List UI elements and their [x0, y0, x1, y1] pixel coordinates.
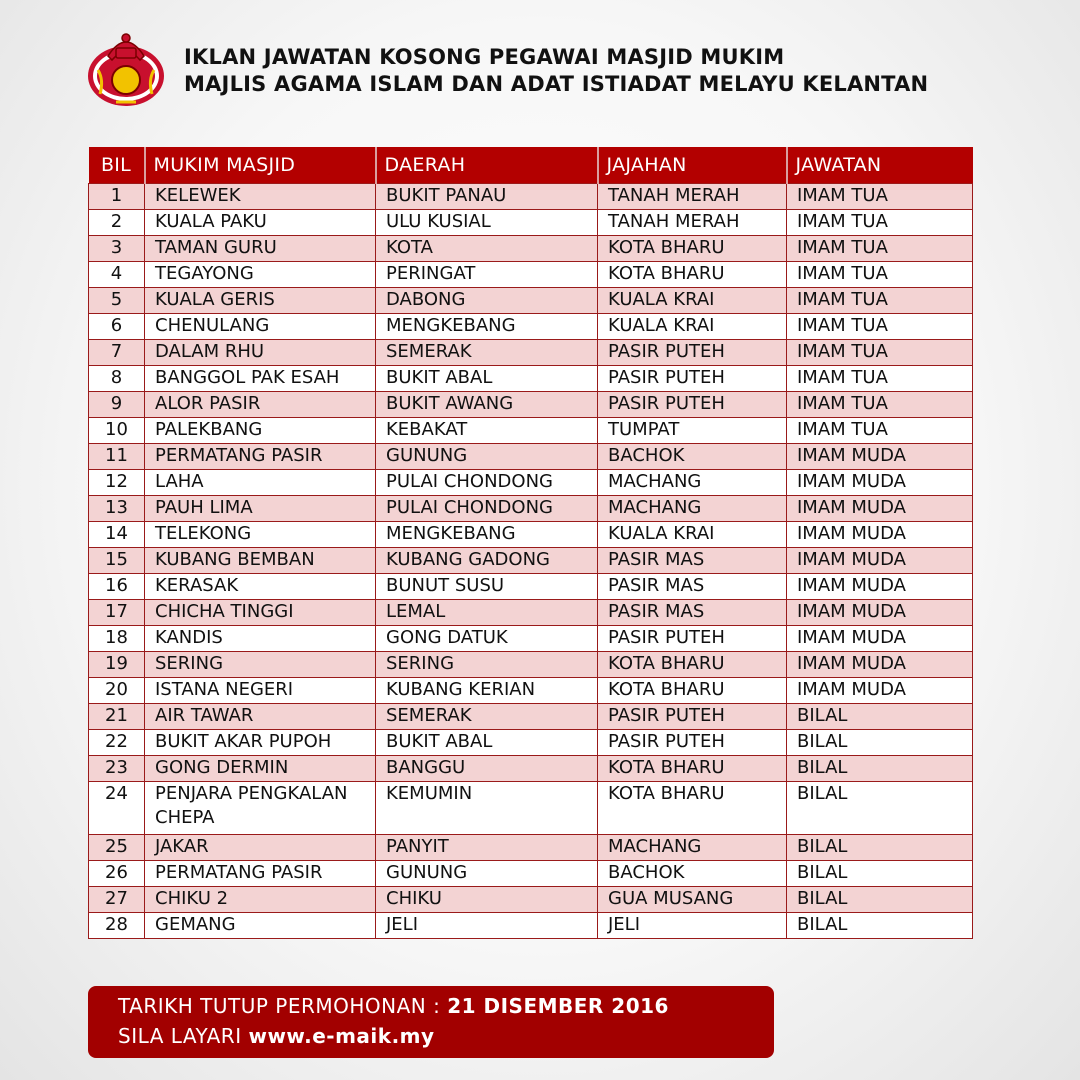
mukim-masjid-cell: DALAM RHU: [145, 340, 376, 366]
footer-banner: [88, 986, 774, 1058]
daerah-cell: PERINGAT: [376, 262, 598, 288]
table-row: [89, 288, 973, 314]
jajahan-cell: PASIR MAS: [598, 574, 787, 600]
daerah-cell: CHIKU: [376, 887, 598, 913]
daerah-cell: SERING: [376, 652, 598, 678]
table-row: [89, 262, 973, 288]
row-number: 25: [89, 835, 145, 861]
mukim-masjid-cell: GEMANG: [145, 913, 376, 939]
mukim-masjid-cell: SERING: [145, 652, 376, 678]
jawatan-cell: IMAM TUA: [787, 236, 973, 262]
mukim-masjid-cell: PENJARA PENGKALAN CHEPA: [145, 782, 376, 835]
row-number: 19: [89, 652, 145, 678]
jawatan-cell: IMAM MUDA: [787, 574, 973, 600]
row-number: 24: [89, 782, 145, 835]
daerah-cell: MENGKEBANG: [376, 522, 598, 548]
mukim-masjid-cell: PERMATANG PASIR: [145, 861, 376, 887]
jawatan-cell: BILAL: [787, 756, 973, 782]
jajahan-cell: KOTA BHARU: [598, 236, 787, 262]
jajahan-cell: KOTA BHARU: [598, 782, 787, 835]
mukim-masjid-cell: KELEWEK: [145, 184, 376, 210]
daerah-cell: KUBANG KERIAN: [376, 678, 598, 704]
row-number: 23: [89, 756, 145, 782]
table-row: [89, 236, 973, 262]
daerah-cell: GONG DATUK: [376, 626, 598, 652]
jajahan-cell: JELI: [598, 913, 787, 939]
mukim-masjid-cell: JAKAR: [145, 835, 376, 861]
mukim-masjid-cell: AIR TAWAR: [145, 704, 376, 730]
daerah-cell: BUKIT PANAU: [376, 184, 598, 210]
jawatan-cell: IMAM TUA: [787, 184, 973, 210]
jajahan-cell: TANAH MERAH: [598, 210, 787, 236]
mukim-masjid-cell: CHIKU 2: [145, 887, 376, 913]
jawatan-cell: IMAM TUA: [787, 210, 973, 236]
daerah-cell: BUKIT ABAL: [376, 366, 598, 392]
table-row: [89, 418, 973, 444]
jawatan-cell: IMAM TUA: [787, 340, 973, 366]
table-row: [89, 782, 973, 835]
jajahan-cell: PASIR MAS: [598, 548, 787, 574]
website-line: [118, 1024, 435, 1048]
row-number: 10: [89, 418, 145, 444]
row-number: 18: [89, 626, 145, 652]
table-row: [89, 861, 973, 887]
jajahan-cell: TUMPAT: [598, 418, 787, 444]
jawatan-cell: IMAM MUDA: [787, 626, 973, 652]
jawatan-cell: IMAM TUA: [787, 366, 973, 392]
row-number: 15: [89, 548, 145, 574]
mukim-masjid-cell: TAMAN GURU: [145, 236, 376, 262]
title-line-2: MAJLIS AGAMA ISLAM DAN ADAT ISTIADAT MELAYU KELANTAN: [184, 72, 929, 96]
daerah-cell: DABONG: [376, 288, 598, 314]
row-number: 16: [89, 574, 145, 600]
row-number: 7: [89, 340, 145, 366]
mukim-masjid-cell: KANDIS: [145, 626, 376, 652]
jajahan-cell: BACHOK: [598, 861, 787, 887]
mukim-masjid-cell: TEGAYONG: [145, 262, 376, 288]
table-row: [89, 522, 973, 548]
table-header-row: [89, 147, 973, 184]
jawatan-cell: IMAM MUDA: [787, 548, 973, 574]
table-row: [89, 626, 973, 652]
daerah-cell: SEMERAK: [376, 704, 598, 730]
jajahan-cell: MACHANG: [598, 470, 787, 496]
column-header-jajahan: JAJAHAN: [598, 147, 787, 184]
column-header-bil: BIL: [89, 147, 145, 184]
table-row: [89, 756, 973, 782]
table-row: [89, 574, 973, 600]
jajahan-cell: KOTA BHARU: [598, 678, 787, 704]
jajahan-cell: KOTA BHARU: [598, 652, 787, 678]
daerah-cell: MENGKEBANG: [376, 314, 598, 340]
table-row: [89, 392, 973, 418]
table-row: [89, 210, 973, 236]
jajahan-cell: PASIR PUTEH: [598, 340, 787, 366]
row-number: 5: [89, 288, 145, 314]
jajahan-cell: BACHOK: [598, 444, 787, 470]
row-number: 11: [89, 444, 145, 470]
daerah-cell: BUKIT ABAL: [376, 730, 598, 756]
mukim-masjid-cell: KERASAK: [145, 574, 376, 600]
jajahan-cell: PASIR PUTEH: [598, 392, 787, 418]
daerah-cell: LEMAL: [376, 600, 598, 626]
jajahan-cell: PASIR PUTEH: [598, 626, 787, 652]
mukim-masjid-cell: CHENULANG: [145, 314, 376, 340]
visit-label: SILA LAYARI: [118, 1024, 242, 1048]
row-number: 13: [89, 496, 145, 522]
column-header-daerah: DAERAH: [376, 147, 598, 184]
jawatan-cell: BILAL: [787, 861, 973, 887]
table-row: [89, 496, 973, 522]
daerah-cell: PULAI CHONDONG: [376, 496, 598, 522]
column-header-mukim-masjid: MUKIM MASJID: [145, 147, 376, 184]
table-row: [89, 704, 973, 730]
closing-date-value: 21 DISEMBER 2016: [447, 994, 669, 1018]
table-row: [89, 470, 973, 496]
daerah-cell: KUBANG GADONG: [376, 548, 598, 574]
table-body: [89, 184, 973, 939]
row-number: 20: [89, 678, 145, 704]
table-row: [89, 678, 973, 704]
row-number: 2: [89, 210, 145, 236]
jawatan-cell: IMAM MUDA: [787, 600, 973, 626]
header: [86, 30, 986, 110]
jajahan-cell: PASIR MAS: [598, 600, 787, 626]
daerah-cell: GUNUNG: [376, 861, 598, 887]
table-row: [89, 444, 973, 470]
jajahan-cell: MACHANG: [598, 835, 787, 861]
table-row: [89, 314, 973, 340]
jawatan-cell: IMAM MUDA: [787, 444, 973, 470]
mukim-masjid-cell: LAHA: [145, 470, 376, 496]
jawatan-cell: IMAM MUDA: [787, 496, 973, 522]
daerah-cell: KOTA: [376, 236, 598, 262]
table-row: [89, 600, 973, 626]
jajahan-cell: KUALA KRAI: [598, 314, 787, 340]
jajahan-cell: PASIR PUTEH: [598, 730, 787, 756]
jawatan-cell: IMAM MUDA: [787, 522, 973, 548]
daerah-cell: BUNUT SUSU: [376, 574, 598, 600]
jajahan-cell: MACHANG: [598, 496, 787, 522]
table-row: [89, 913, 973, 939]
daerah-cell: PULAI CHONDONG: [376, 470, 598, 496]
row-number: 28: [89, 913, 145, 939]
jawatan-cell: IMAM TUA: [787, 262, 973, 288]
mukim-masjid-cell: PERMATANG PASIR: [145, 444, 376, 470]
jajahan-cell: KUALA KRAI: [598, 288, 787, 314]
mukim-masjid-cell: TELEKONG: [145, 522, 376, 548]
jajahan-cell: PASIR PUTEH: [598, 704, 787, 730]
jawatan-cell: BILAL: [787, 887, 973, 913]
mukim-masjid-cell: KUBANG BEMBAN: [145, 548, 376, 574]
title-line-1: IKLAN JAWATAN KOSONG PEGAWAI MASJID MUKIM: [184, 45, 785, 69]
table-row: [89, 835, 973, 861]
jawatan-cell: BILAL: [787, 913, 973, 939]
mukim-masjid-cell: KUALA GERIS: [145, 288, 376, 314]
jajahan-cell: KOTA BHARU: [598, 262, 787, 288]
table-row: [89, 652, 973, 678]
table-row: [89, 340, 973, 366]
closing-date-line: [118, 994, 669, 1018]
daerah-cell: KEMUMIN: [376, 782, 598, 835]
website-link[interactable]: www.e-maik.my: [248, 1024, 435, 1048]
vacancy-table: [88, 147, 972, 939]
jawatan-cell: IMAM MUDA: [787, 652, 973, 678]
daerah-cell: ULU KUSIAL: [376, 210, 598, 236]
jawatan-cell: IMAM MUDA: [787, 470, 973, 496]
jawatan-cell: BILAL: [787, 782, 973, 835]
daerah-cell: GUNUNG: [376, 444, 598, 470]
row-number: 17: [89, 600, 145, 626]
mukim-masjid-cell: CHICHA TINGGI: [145, 600, 376, 626]
table-row: [89, 184, 973, 210]
crest-logo-icon: [86, 30, 166, 108]
mukim-masjid-cell: BUKIT AKAR PUPOH: [145, 730, 376, 756]
row-number: 27: [89, 887, 145, 913]
jajahan-cell: KUALA KRAI: [598, 522, 787, 548]
row-number: 3: [89, 236, 145, 262]
jawatan-cell: IMAM TUA: [787, 392, 973, 418]
mukim-masjid-cell: GONG DERMIN: [145, 756, 376, 782]
table-row: [89, 887, 973, 913]
page-title: [184, 44, 928, 98]
mukim-masjid-cell: ISTANA NEGERI: [145, 678, 376, 704]
row-number: 21: [89, 704, 145, 730]
table-row: [89, 548, 973, 574]
jawatan-cell: IMAM MUDA: [787, 678, 973, 704]
row-number: 1: [89, 184, 145, 210]
jawatan-cell: IMAM TUA: [787, 418, 973, 444]
daerah-cell: BANGGU: [376, 756, 598, 782]
mukim-masjid-cell: BANGGOL PAK ESAH: [145, 366, 376, 392]
row-number: 9: [89, 392, 145, 418]
jajahan-cell: TANAH MERAH: [598, 184, 787, 210]
jajahan-cell: KOTA BHARU: [598, 756, 787, 782]
closing-date-label: TARIKH TUTUP PERMOHONAN :: [118, 994, 441, 1018]
row-number: 22: [89, 730, 145, 756]
jajahan-cell: PASIR PUTEH: [598, 366, 787, 392]
column-header-jawatan: JAWATAN: [787, 147, 973, 184]
mukim-masjid-cell: PALEKBANG: [145, 418, 376, 444]
row-number: 6: [89, 314, 145, 340]
jawatan-cell: BILAL: [787, 730, 973, 756]
mukim-masjid-cell: ALOR PASIR: [145, 392, 376, 418]
row-number: 12: [89, 470, 145, 496]
jawatan-cell: BILAL: [787, 835, 973, 861]
jawatan-cell: IMAM TUA: [787, 314, 973, 340]
jawatan-cell: BILAL: [787, 704, 973, 730]
row-number: 4: [89, 262, 145, 288]
daerah-cell: KEBAKAT: [376, 418, 598, 444]
daerah-cell: PANYIT: [376, 835, 598, 861]
jawatan-cell: IMAM TUA: [787, 288, 973, 314]
table-row: [89, 366, 973, 392]
table-row: [89, 730, 973, 756]
mukim-masjid-cell: KUALA PAKU: [145, 210, 376, 236]
mukim-masjid-cell: PAUH LIMA: [145, 496, 376, 522]
daerah-cell: SEMERAK: [376, 340, 598, 366]
daerah-cell: BUKIT AWANG: [376, 392, 598, 418]
row-number: 26: [89, 861, 145, 887]
row-number: 14: [89, 522, 145, 548]
daerah-cell: JELI: [376, 913, 598, 939]
jajahan-cell: GUA MUSANG: [598, 887, 787, 913]
row-number: 8: [89, 366, 145, 392]
